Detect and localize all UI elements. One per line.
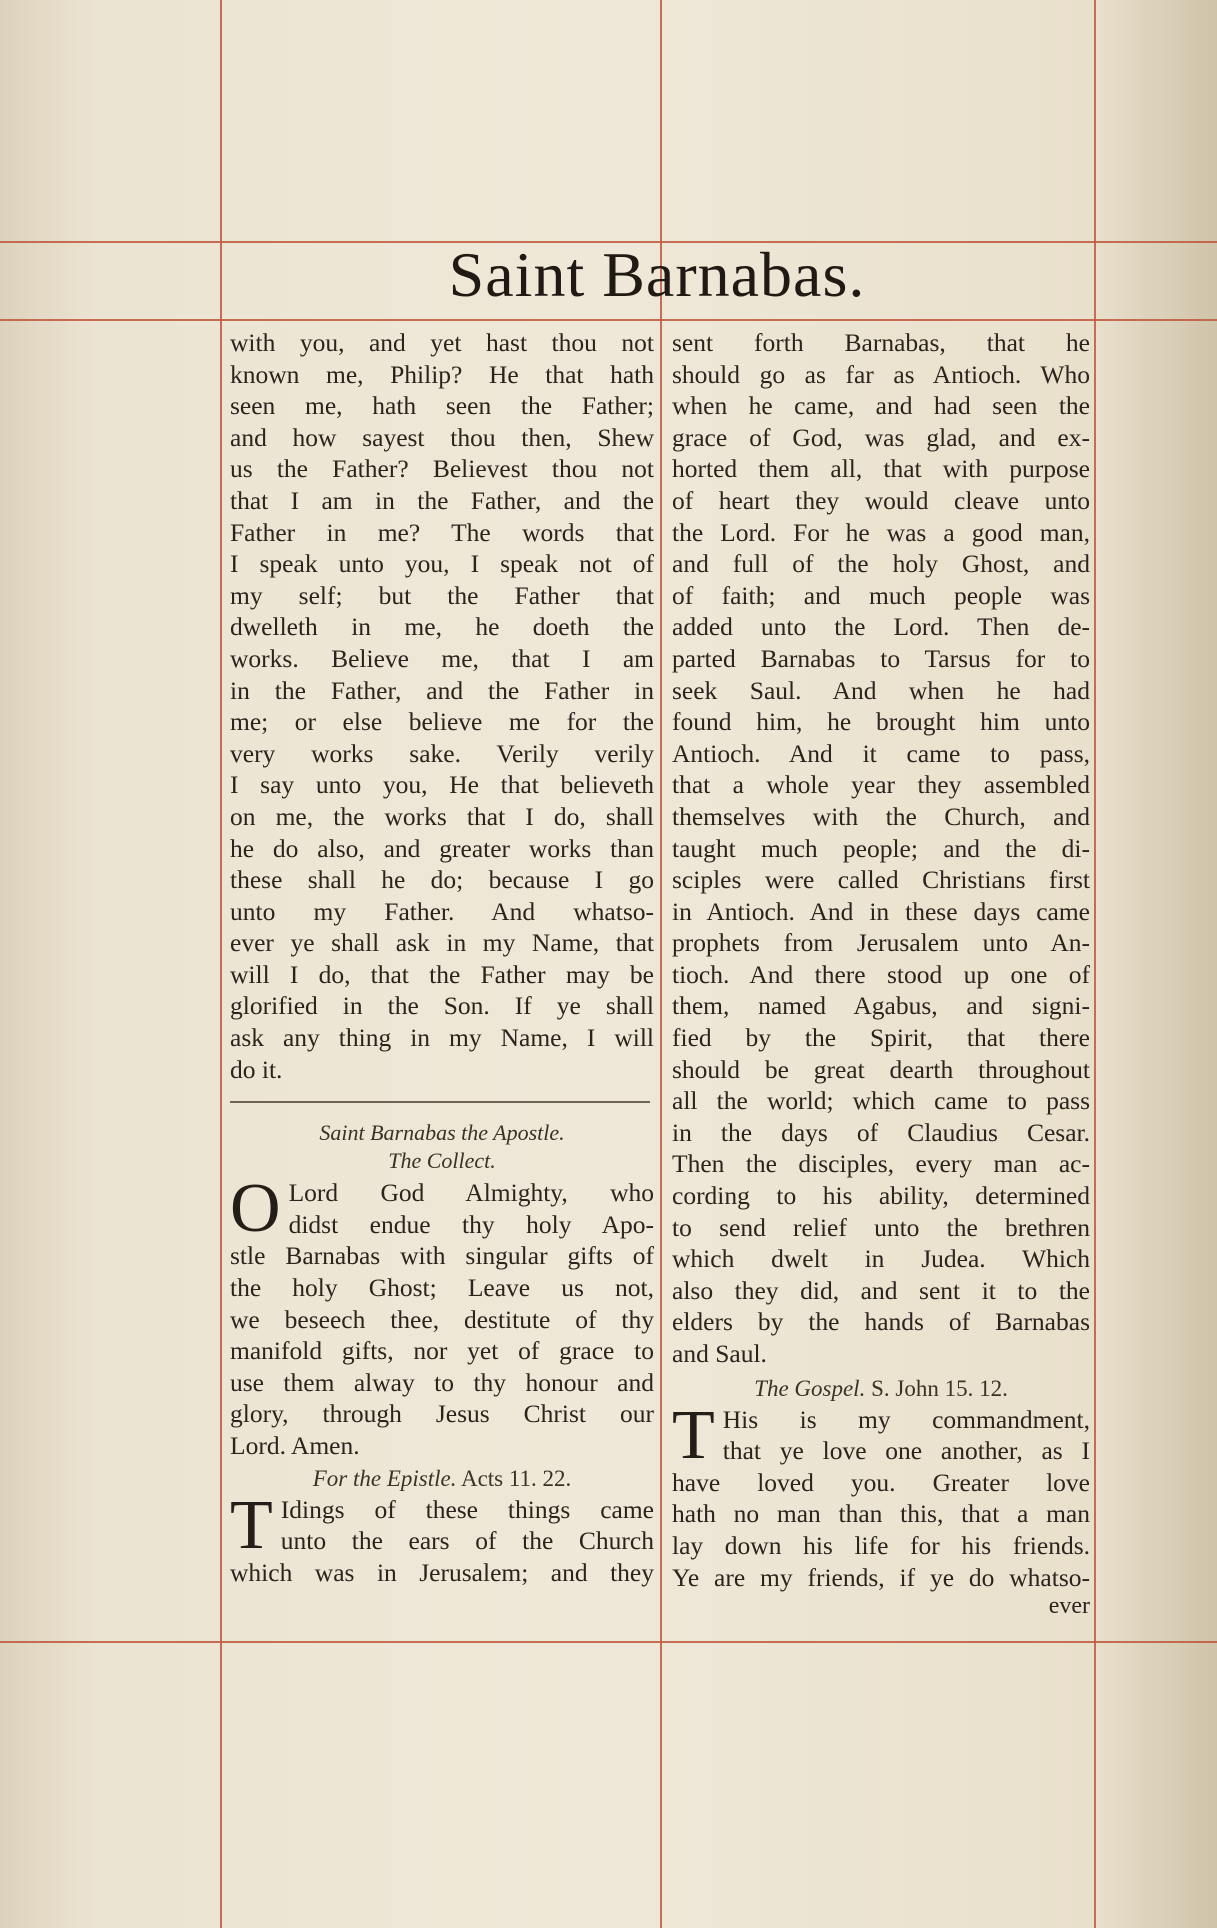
text-line: very works sake. Verily verily [230, 738, 654, 768]
text-line: these shall he do; because I go [230, 865, 654, 895]
text-line: the Lord. For he was a good man, [672, 517, 1090, 547]
text-line: ever ye shall ask in my Name, that [230, 928, 654, 958]
text-line: grace of God, was glad, and ex- [672, 422, 1090, 452]
text-line: have loved you. Greater love [672, 1467, 1090, 1497]
text-line: all the world; which came to pass [672, 1086, 1090, 1116]
right-column [672, 327, 1090, 1620]
text-line: manifold gifts, nor yet of grace to [230, 1336, 654, 1366]
text-line: in the Father, and the Father in [230, 675, 654, 705]
gospel-continuation [230, 327, 654, 1085]
text-line: hath no man than this, that a man [672, 1499, 1090, 1529]
text-line: we beseech thee, destitute of thy [230, 1304, 654, 1334]
text-line: that I am in the Father, and the [230, 485, 654, 515]
text-line: Lord. Amen. [230, 1431, 360, 1460]
text-line: should go as far as Antioch. Who [672, 359, 1090, 389]
text-line: Ye are my friends, if ye do whatso- [672, 1562, 1090, 1592]
text-line: that a whole year they assembled [672, 770, 1090, 800]
epistle-label: For the Epistle. [312, 1465, 457, 1491]
gospel-dropcap: T [672, 1396, 715, 1474]
text-line: sent forth Barnabas, that he [672, 328, 1090, 357]
text-line: added unto the Lord. Then de- [672, 612, 1090, 642]
text-line: glorified in the Son. If ye shall [230, 991, 654, 1021]
text-line: seek Saul. And when he had [672, 675, 1090, 705]
text-line: Lord God Almighty, who [288, 1178, 654, 1208]
epistle-continuation [672, 327, 1090, 1370]
page-title: Saint Barnabas. [448, 239, 866, 310]
text-line: glory, through Jesus Christ our [230, 1399, 654, 1429]
text-line: sciples were called Christians first [672, 865, 1090, 895]
text-line: in Antioch. And in these days came [672, 896, 1090, 926]
text-line: also they did, and sent it to the [672, 1275, 1090, 1305]
epistle-dropcap: T [230, 1486, 273, 1564]
text-line: me; or else believe me for the [230, 707, 654, 737]
text-line: do it. [230, 1054, 283, 1084]
text-line: them, named Agabus, and signi- [672, 991, 1090, 1021]
text-line: on me, the works that I do, shall [230, 801, 654, 831]
text-line: cording to his ability, determined [672, 1181, 1090, 1211]
rule-right [1094, 0, 1096, 1928]
text-line: found him, he brought him unto [672, 707, 1090, 737]
gospel-citation: S. John 15. 12. [871, 1375, 1008, 1401]
catchword: ever [1048, 1593, 1090, 1620]
text-line: to send relief unto the brethren [672, 1212, 1090, 1242]
text-line: works. Believe me, that I am [230, 643, 654, 673]
collect-title: Saint Barnabas the Apostle. [319, 1120, 565, 1146]
text-line: ask any thing in my Name, I will [230, 1023, 654, 1053]
text-line: which was in Jerusalem; and they [230, 1557, 654, 1587]
text-line: and Saul. [672, 1339, 767, 1368]
text-line: stle Barnabas with singular gifts of [230, 1241, 654, 1271]
text-line: elders by the hands of Barnabas [672, 1307, 1090, 1337]
text-line: didst endue thy holy Apo- [288, 1209, 654, 1239]
text-line: themselves with the Church, and [672, 801, 1090, 831]
text-line: horted them all, that with purpose [672, 454, 1090, 484]
text-line: and full of the holy Ghost, and [672, 549, 1090, 579]
text-line: lay down his life for his friends. [672, 1530, 1090, 1560]
text-line: the holy Ghost; Leave us not, [230, 1273, 654, 1303]
text-line: Father in me? The words that [230, 517, 654, 547]
text-line: known me, Philip? He that hath [230, 359, 654, 389]
text-line: Then the disciples, every man ac- [672, 1149, 1090, 1179]
text-line: Antioch. And it came to pass, [672, 738, 1090, 768]
text-line: fied by the Spirit, that there [672, 1023, 1090, 1053]
text-line: use them alway to thy honour and [230, 1367, 654, 1397]
text-line: taught much people; and the di- [672, 833, 1090, 863]
text-line: with you, and yet hast thou not [230, 328, 654, 357]
text-line: I say unto you, He that believeth [230, 770, 654, 800]
collect-subtitle: The Collect. [388, 1148, 496, 1174]
text-line: will I do, that the Father may be [230, 959, 654, 989]
text-line: parted Barnabas to Tarsus for to [672, 643, 1090, 673]
epistle-reference [230, 1464, 654, 1494]
text-line: of faith; and much people was [672, 580, 1090, 610]
text-line: I speak unto you, I speak not of [230, 549, 654, 579]
text-line: us the Father? Believest thou not [230, 454, 654, 484]
text-line: when he came, and had seen the [672, 391, 1090, 421]
text-line: tioch. And there stood up one of [672, 959, 1090, 989]
text-line: he do also, and greater works than [230, 833, 654, 863]
collect-dropcap: O [230, 1170, 281, 1248]
text-line: in the days of Claudius Cesar. [672, 1117, 1090, 1147]
text-line: which dwelt in Judea. Which [672, 1244, 1090, 1274]
gospel-text [672, 1396, 1090, 1594]
text-line: that ye love one another, as I [722, 1436, 1090, 1466]
text-line: dwelleth in me, he doeth the [230, 612, 654, 642]
gospel-label: The Gospel. [754, 1375, 866, 1401]
section-divider [230, 1101, 650, 1103]
text-line: seen me, hath seen the Father; [230, 391, 654, 421]
text-line: Idings of these things came [280, 1494, 654, 1524]
epistle-text-start [230, 1486, 654, 1589]
text-line: of heart they would cleave unto [672, 485, 1090, 515]
text-line: unto my Father. And whatso- [230, 896, 654, 926]
gospel-reference [672, 1374, 1090, 1404]
text-line: His is my commandment, [722, 1404, 1090, 1434]
collect-text [230, 1170, 654, 1461]
left-column [230, 327, 654, 1588]
rule-bottom [0, 1641, 1217, 1643]
text-line: prophets from Jerusalem unto An- [672, 928, 1090, 958]
text-line: should be great dearth throughout [672, 1054, 1090, 1084]
text-line: unto the ears of the Church [280, 1526, 654, 1556]
rule-under-title [0, 319, 1217, 321]
epistle-citation: Acts 11. 22. [460, 1465, 572, 1491]
text-line: my self; but the Father that [230, 580, 654, 610]
text-line: and how sayest thou then, Shew [230, 422, 654, 452]
